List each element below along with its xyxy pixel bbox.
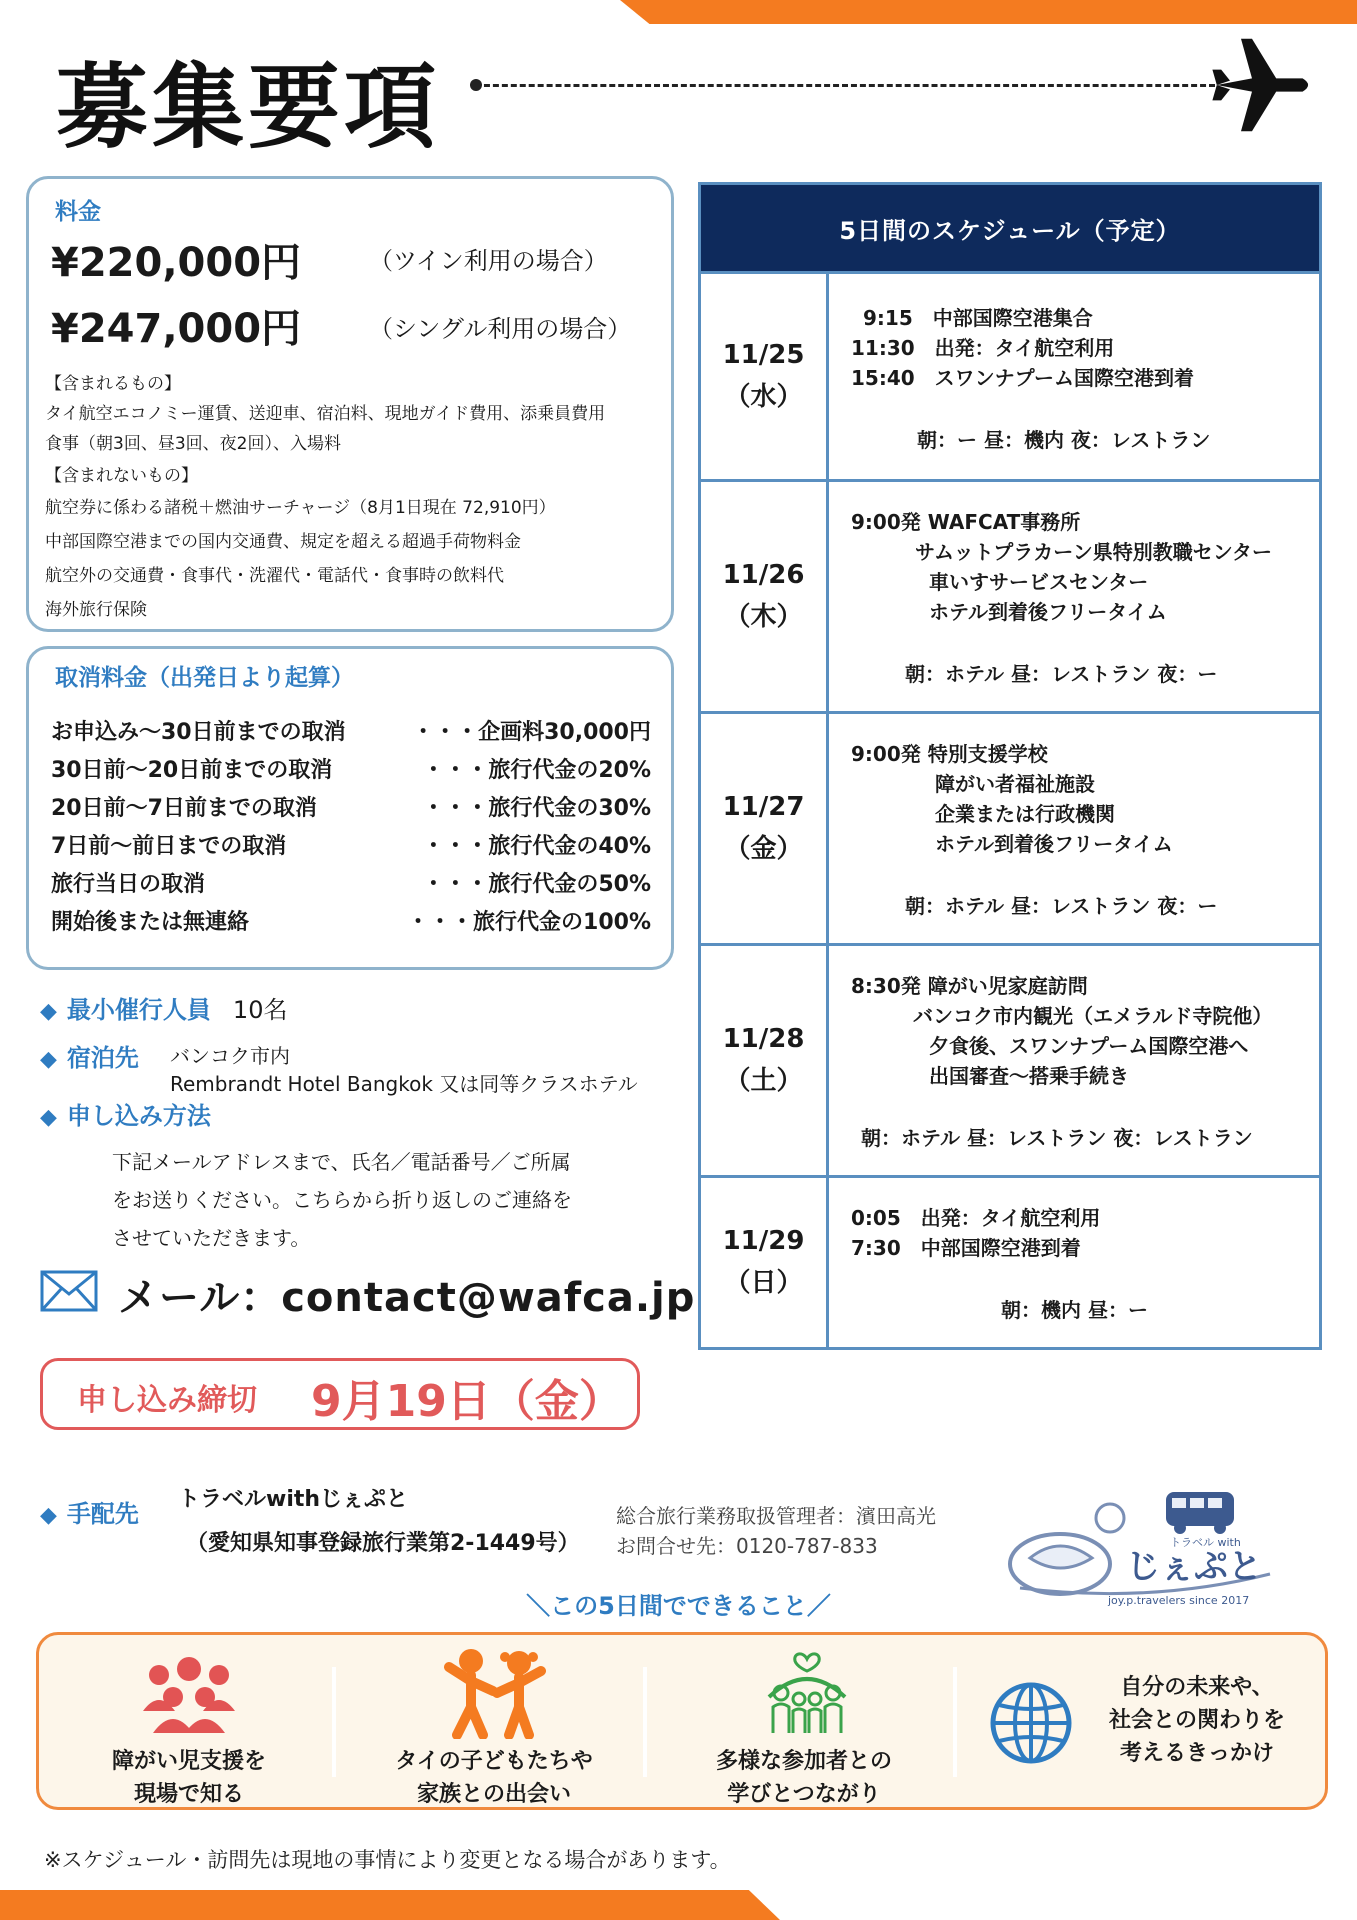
- people-group-icon: [137, 1655, 241, 1735]
- schedule-date: 11/25: [722, 339, 805, 370]
- can-do-text: 多様な参加者との: [715, 1749, 892, 1774]
- schedule-line: 障がい者福祉施設: [935, 772, 1095, 796]
- schedule-meals: 朝：ホテル 昼：レストラン 夜：ー: [905, 662, 1218, 686]
- schedule-date-cell: [701, 482, 829, 711]
- can-do-item: [649, 1635, 959, 1807]
- can-do-divider: [953, 1667, 957, 1777]
- agent-label: 手配先: [66, 1500, 139, 1528]
- schedule-meals: 朝：ホテル 昼：レストラン 夜：ー: [905, 894, 1218, 918]
- stay-label: 宿泊先: [66, 1044, 139, 1072]
- mail-icon: [40, 1270, 98, 1312]
- schedule-line: 車いすサービスセンター: [929, 570, 1149, 594]
- can-do-title: ＼この5日間でできること／: [526, 1592, 831, 1620]
- cancellation-fee: ・・・旅行代金の50%: [422, 872, 651, 897]
- deadline-label: 申し込み締切: [77, 1383, 257, 1418]
- schedule-meals: 朝：ー 昼：機内 夜：レストラン: [917, 428, 1211, 452]
- inquiry-phone: お問合せ先：0120-787-833: [616, 1534, 878, 1558]
- schedule-weekday: （金）: [724, 833, 803, 864]
- schedule-line: 9:00発 WAFCAT事務所: [851, 510, 1081, 534]
- schedule-weekday: （木）: [724, 601, 803, 632]
- logo-main-text: じぇぷと: [1126, 1547, 1262, 1587]
- schedule-meals: 朝：ホテル 昼：レストラン 夜：レストラン: [861, 1126, 1253, 1150]
- schedule-line: 出国審査～搭乗手続き: [929, 1064, 1129, 1088]
- can-do-text: 障がい児支援を: [111, 1749, 266, 1774]
- children-icon: [435, 1645, 553, 1739]
- schedule-date: 11/29: [722, 1225, 805, 1256]
- agent-row: [40, 1494, 139, 1529]
- fee-label: 料金: [55, 199, 101, 225]
- agent-registration: （愛知県知事登録旅行業第2-1449号）: [186, 1531, 580, 1556]
- schedule-line: ホテル到着後フリータイム: [929, 600, 1167, 624]
- min-people-value: 10名: [232, 996, 288, 1024]
- min-people-row: [40, 990, 287, 1025]
- fee-section: [26, 176, 674, 632]
- schedule-detail-cell: [829, 946, 1319, 1175]
- schedule-line: 7:30 中部国際空港到着: [851, 1236, 1081, 1260]
- apply-label: 申し込み方法: [66, 1102, 211, 1130]
- twin-price: ¥220,000円: [51, 240, 302, 286]
- can-do-text: 考えるきっかけ: [1119, 1741, 1274, 1766]
- schedule-detail-cell: [829, 482, 1319, 711]
- schedule-table: [698, 182, 1322, 1350]
- schedule-detail-cell: [829, 1178, 1319, 1347]
- schedule-day-row: [701, 711, 1319, 943]
- cancellation-period: 20日前～7日前までの取消: [51, 796, 317, 821]
- cancellation-label: 取消料金（出発日より起算）: [55, 665, 354, 691]
- schedule-date: 11/26: [722, 559, 805, 590]
- schedule-line: 9:15 中部国際空港集合: [863, 306, 1093, 330]
- can-do-divider: [332, 1667, 336, 1777]
- can-do-divider: [643, 1667, 647, 1777]
- cancellation-fee: ・・・旅行代金の100%: [407, 910, 651, 935]
- schedule-line: 企業または行政機関: [935, 802, 1115, 826]
- cancellation-period: お申込み～30日前までの取消: [51, 720, 346, 745]
- schedule-line: 夕食後、スワンナプーム国際空港へ: [929, 1034, 1249, 1058]
- included-header: 【含まれるもの】: [45, 374, 181, 394]
- schedule-detail-cell: [829, 274, 1319, 479]
- schedule-day-row: [701, 943, 1319, 1175]
- can-do-text: 社会との関わりを: [1108, 1708, 1285, 1733]
- cancellation-fee: ・・・企画料30,000円: [412, 720, 651, 745]
- diamond-bullet-icon: ◆: [40, 1047, 57, 1072]
- cancellation-fee: ・・・旅行代金の40%: [422, 834, 651, 859]
- top-orange-bar: [620, 0, 1357, 24]
- stay-row: [40, 1038, 139, 1073]
- schedule-detail-cell: [829, 714, 1319, 943]
- stay-line: Rembrandt Hotel Bangkok 又は同等クラスホテル: [170, 1072, 638, 1096]
- schedule-line: 15:40 スワンナプーム国際空港到着: [851, 366, 1195, 390]
- cancellation-section: [26, 646, 674, 970]
- schedule-header: 5日間のスケジュール（予定）: [701, 185, 1319, 271]
- excluded-line: 航空券に係わる諸税＋燃油サーチャージ（8月1日現在 72,910円）: [45, 498, 556, 518]
- single-price: ¥247,000円: [51, 306, 302, 352]
- footnote: ※スケジュール・訪問先は現地の事情により変更となる場合があります。: [44, 1848, 731, 1872]
- apply-line: をお送りください。こちらから折り返しのご連絡を: [112, 1188, 572, 1212]
- can-do-text: 家族との出会い: [416, 1782, 571, 1807]
- schedule-date: 11/27: [722, 791, 805, 822]
- diamond-bullet-icon: ◆: [40, 999, 57, 1024]
- schedule-date-cell: [701, 274, 829, 479]
- globe-icon: [989, 1681, 1073, 1765]
- schedule-meals: 朝：機内 昼：ー: [1001, 1298, 1148, 1322]
- schedule-day-row: [701, 479, 1319, 711]
- schedule-date-cell: [701, 714, 829, 943]
- can-do-label: [339, 1745, 649, 1811]
- schedule-date-cell: [701, 946, 829, 1175]
- can-do-text: タイの子どもたちや: [395, 1749, 593, 1774]
- excluded-header: 【含まれないもの】: [45, 466, 198, 486]
- contact-email[interactable]: メール：contact@wafca.jp: [118, 1275, 696, 1321]
- included-line: タイ航空エコノミー運賃、送迎車、宿泊料、現地ガイド費用、添乗員費用: [45, 404, 606, 424]
- can-do-text: 学びとつながり: [727, 1782, 881, 1807]
- page-title: 募集要項: [56, 54, 441, 161]
- agent-name: トラベルwithじぇぷと: [178, 1487, 409, 1512]
- diamond-bullet-icon: ◆: [40, 1105, 57, 1130]
- can-do-item: [39, 1635, 339, 1807]
- flight-route-line: [475, 84, 1215, 87]
- deadline-date: 9月19日（金）: [311, 1376, 623, 1427]
- schedule-day-row: [701, 271, 1319, 479]
- deadline-box: [40, 1358, 640, 1430]
- cancellation-period: 30日前～20日前までの取消: [51, 758, 333, 783]
- included-line: 食事（朝3回、昼3回、夜2回）、入場料: [45, 434, 341, 454]
- can-do-label: [1087, 1671, 1307, 1770]
- manager-name: 総合旅行業務取扱管理者：濱田高光: [616, 1504, 936, 1528]
- twin-note: （ツイン利用の場合）: [369, 247, 608, 275]
- schedule-line: 11:30 出発：タイ航空利用: [851, 336, 1115, 360]
- logo-tagline: joy.p.travelers since 2017: [1108, 1594, 1250, 1607]
- schedule-weekday: （日）: [724, 1267, 803, 1298]
- family-heart-icon: [759, 1641, 855, 1737]
- apply-line: させていただきます。: [112, 1226, 311, 1250]
- schedule-line: 8:30発 障がい児家庭訪問: [851, 974, 1088, 998]
- apply-line: 下記メールアドレスまで、氏名／電話番号／ご所属: [112, 1150, 571, 1174]
- schedule-line: バンコク市内観光（エメラルド寺院他）: [913, 1004, 1273, 1028]
- airplane-icon: [1208, 30, 1318, 140]
- bottom-orange-bar: [0, 1890, 780, 1920]
- can-do-text: 現場で知る: [133, 1782, 244, 1807]
- can-do-item: [339, 1635, 649, 1807]
- schedule-weekday: （土）: [724, 1065, 803, 1096]
- cancellation-fee: ・・・旅行代金の20%: [422, 758, 651, 783]
- excluded-line: 中部国際空港までの国内交通費、規定を超える超過手荷物料金: [45, 532, 521, 552]
- schedule-line: 0:05 出発：タイ航空利用: [851, 1206, 1101, 1230]
- stay-line: バンコク市内: [170, 1044, 290, 1068]
- single-note: （シングル利用の場合）: [369, 315, 632, 343]
- schedule-date-cell: [701, 1178, 829, 1347]
- logo-small-text: トラベル with: [1170, 1536, 1241, 1549]
- apply-row: [40, 1096, 211, 1131]
- can-do-text: 自分の未来や、: [1120, 1675, 1274, 1700]
- cancellation-period: 旅行当日の取消: [51, 872, 206, 897]
- can-do-item: [959, 1635, 1325, 1807]
- schedule-line: サムットプラカーン県特別教職センター: [915, 540, 1272, 564]
- min-people-label: 最小催行人員: [66, 996, 211, 1024]
- excluded-line: 航空外の交通費・食事代・洗濯代・電話代・食事時の飲料代: [45, 566, 504, 586]
- can-do-box: [36, 1632, 1328, 1810]
- cancellation-period: 7日前～前日までの取消: [51, 834, 287, 859]
- diamond-bullet-icon: ◆: [40, 1503, 57, 1528]
- schedule-date: 11/28: [722, 1023, 805, 1054]
- schedule-weekday: （水）: [724, 381, 803, 412]
- can-do-label: [39, 1745, 339, 1811]
- excluded-line: 海外旅行保険: [45, 600, 147, 620]
- cancellation-fee: ・・・旅行代金の30%: [422, 796, 651, 821]
- schedule-day-row: [701, 1175, 1319, 1347]
- schedule-line: ホテル到着後フリータイム: [935, 832, 1173, 856]
- cancellation-period: 開始後または無連絡: [51, 910, 250, 935]
- schedule-line: 9:00発 特別支援学校: [851, 742, 1048, 766]
- can-do-label: [649, 1745, 959, 1811]
